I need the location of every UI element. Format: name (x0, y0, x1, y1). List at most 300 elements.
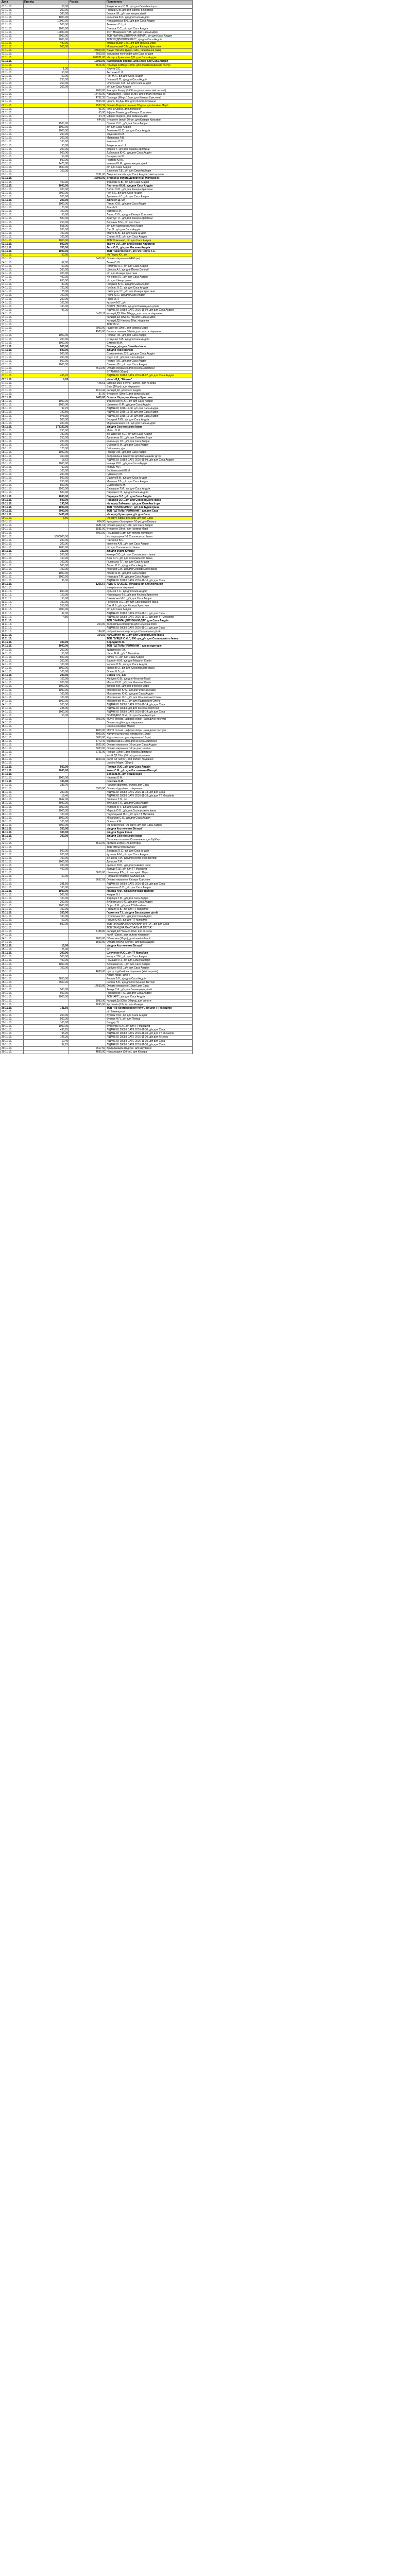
table-row (1, 374, 193, 378)
row-income-cell: 146,25 (24, 1036, 69, 1039)
row-note-cell: Центр подібний на лікування (хіміотерапія) (106, 970, 193, 973)
row-income-cell (24, 728, 69, 732)
row-note-cell: Іванчук Л.Ю., д/п для Саса Андрія (106, 462, 193, 465)
row-expense-cell (69, 875, 106, 878)
table-row (1, 944, 193, 948)
table-row (1, 487, 193, 491)
row-note-cell: Демченко І.С., д/п для Саса Андрія (106, 195, 193, 198)
row-date-cell: 01.11.16. (1, 23, 24, 27)
row-date-cell: 04.11.16. (1, 275, 24, 279)
table-row (1, 747, 193, 751)
row-expense-cell (69, 304, 106, 308)
table-row (1, 520, 193, 524)
row-income-cell: 100,00 (24, 670, 69, 674)
row-date-cell: 11.11.16. (1, 597, 24, 601)
table-row (1, 133, 193, 137)
row-income-cell: 100,00 (24, 304, 69, 308)
row-income-cell: 97,25 (24, 1043, 69, 1046)
row-expense-cell (69, 166, 106, 170)
table-row (1, 597, 193, 601)
table-row (1, 579, 193, 582)
row-date-cell: 09.11.16. (1, 495, 24, 498)
row-note-cell: Мокшанський С.М., д/п для Ізюміна Марії (106, 41, 193, 45)
table-row (1, 356, 193, 360)
row-expense-cell: 164,10 (69, 634, 106, 637)
table-row (1, 67, 193, 71)
row-expense-cell: 5593,06 (69, 100, 106, 104)
table-row (1, 699, 193, 703)
table-row (1, 1006, 193, 1010)
row-income-cell: 1000,00 (24, 38, 69, 41)
row-expense-cell (69, 845, 106, 849)
row-income-cell (24, 385, 69, 388)
row-note-cell: ЛІДАЧЕ ID 28083 DATE 2016-11-14, д/п для Саса (106, 710, 193, 714)
row-expense-cell (69, 604, 106, 608)
row-expense-cell (69, 645, 106, 648)
row-income-cell: 150,00 (24, 594, 69, 597)
row-income-cell: 100,00 (24, 896, 69, 900)
row-expense-cell (69, 553, 106, 557)
table-row (1, 45, 193, 49)
row-date-cell: 28.11.16. (1, 981, 24, 985)
row-note-cell: ВІТАМІНИ (10грн) (106, 370, 193, 374)
table-row (1, 856, 193, 860)
table-row (1, 210, 193, 213)
row-date-cell: 30.11.16. (1, 1013, 24, 1017)
row-income-cell: 5000,00 (24, 509, 69, 513)
row-expense-cell: 4732,35 (69, 96, 106, 100)
row-note-cell: Підлісецький П.О., д/п для ТТ Михайлів (106, 812, 193, 816)
row-income-cell (24, 528, 69, 531)
row-date-cell: 14.11.16. (1, 688, 24, 692)
table-row (1, 948, 193, 952)
row-expense-cell (69, 418, 106, 421)
table-row (1, 498, 193, 502)
row-date-cell: 01.11.16. (1, 5, 24, 9)
row-income-cell (24, 107, 69, 111)
row-income-cell (24, 634, 69, 637)
row-note-cell: Кальцій ДЗ 10мг 10хруд, для оплати лікування (106, 312, 193, 315)
row-expense-cell (69, 235, 106, 239)
row-note-cell: Лікарські засоби для Саса Андрія (хіміотерапія) (106, 173, 193, 177)
row-income-cell: 100,00 (24, 568, 69, 571)
row-note-cell: Сак М.В., д/п для Кінзера Христини (106, 604, 193, 608)
row-expense-cell (69, 23, 106, 27)
row-note-cell: Шнеківець Р.Б., д/п на сервіс 10грн (106, 871, 193, 875)
table-row (1, 89, 193, 93)
row-date-cell: 08.11.16. (1, 451, 24, 454)
table-row (1, 827, 193, 831)
row-note-cell: Крисько В.Ю., д/п для Семейка Ігоря (106, 864, 193, 868)
row-income-cell: 200,00 (24, 440, 69, 444)
row-date-cell: 25.11.16. (1, 962, 24, 966)
row-note-cell: Бондаренко Т.С., д/п для Саса Андрія (106, 432, 193, 436)
row-income-cell: 9850,00 (24, 977, 69, 980)
table-row (1, 202, 193, 206)
row-note-cell: Верблинський Ю.М. (106, 469, 193, 472)
row-date-cell: 18.11.16. (1, 816, 24, 820)
row-date-cell: 14.11.16. (1, 659, 24, 663)
row-date-cell: 10.11.16. (1, 582, 24, 586)
table-row (1, 739, 193, 743)
table-row (1, 315, 193, 319)
row-date-cell: 14.11.16. (1, 703, 24, 706)
table-row (1, 9, 193, 12)
row-expense-cell (69, 290, 106, 294)
table-row (1, 436, 193, 440)
table-row (1, 765, 193, 769)
table-row (1, 952, 193, 955)
row-income-cell (24, 937, 69, 940)
row-note-cell: Кульчев Т.С., д/п для Саса Андрія (106, 590, 193, 594)
row-note-cell: ТОВ "ЦЕТАЛЬПРОМЛИНК", д/п резиденцію (106, 645, 193, 648)
row-expense-cell: 1022,00 (69, 743, 106, 747)
row-date-cell: 04.11.16. (1, 297, 24, 301)
row-note-cell: кольорова поліграфія для Саса Андрія (106, 53, 193, 56)
table-row (1, 985, 193, 988)
row-expense-cell (69, 674, 106, 677)
row-income-cell: 50,00 (24, 875, 69, 878)
table-row (1, 626, 193, 630)
row-expense-cell: 3033,00 (69, 747, 106, 751)
row-date-cell: 09.11.16. (1, 491, 24, 495)
row-income-cell: 2000,00 (24, 608, 69, 612)
row-date-cell: 18.11.16. (1, 791, 24, 794)
row-note-cell: ЛІДАЧЕ ID 28083 DATE 2016-11-30, д/п для Саса (106, 1043, 193, 1046)
table-row (1, 959, 193, 962)
row-expense-cell (69, 122, 106, 126)
table-row (1, 641, 193, 645)
row-date-cell: 23.11.16. (1, 878, 24, 882)
row-income-cell (24, 118, 69, 122)
row-income-cell: 200,00 (24, 952, 69, 955)
row-date-cell: 18.11.16. (1, 835, 24, 838)
row-note-cell: нааренко 10грн, для Ізюміна Марії (106, 327, 193, 330)
row-income-cell (24, 845, 69, 849)
row-income-cell: 100,00 (24, 908, 69, 911)
table-row (1, 714, 193, 718)
row-date-cell: 15.11.16. (1, 739, 24, 743)
row-expense-cell (69, 158, 106, 162)
row-date-cell: 22.11.16. (1, 853, 24, 856)
row-note-cell: ЛІДАЧЕ ID 2016-11-08, д/п для Саса Андрія (106, 414, 193, 418)
row-note-cell: Мирошниченко О.І., д/п для Саса Андрія (106, 421, 193, 425)
row-expense-cell (69, 162, 106, 166)
row-income-cell: 100,00 (24, 696, 69, 699)
row-income-cell: 300,00 (24, 12, 69, 16)
row-date-cell: 02.11.16. (1, 81, 24, 85)
table-row (1, 1025, 193, 1028)
row-date-cell: 25.11.16. (1, 959, 24, 962)
row-expense-cell (69, 1017, 106, 1021)
row-date-cell: 23.11.16. (1, 893, 24, 896)
row-income-cell: 1000,00 (24, 688, 69, 692)
row-note-cell: Ткаченко С.І., д/п (106, 23, 193, 27)
row-expense-cell (69, 81, 106, 85)
table-row (1, 86, 193, 89)
row-expense-cell (69, 721, 106, 725)
table-row (1, 619, 193, 622)
table-row (1, 1013, 193, 1017)
table-row (1, 816, 193, 820)
row-note-cell: Кальцій ДЗ Нікомед 10мг, для Кінзера (106, 929, 193, 933)
row-date-cell: 11.11.16. (1, 590, 24, 594)
table-row (1, 594, 193, 597)
row-date-cell: 09.11.16. (1, 480, 24, 484)
row-income-cell: 1000,00 (24, 904, 69, 908)
table-row (1, 977, 193, 980)
row-income-cell (24, 754, 69, 758)
row-note-cell: Лабзін Ю.В., д/п для Кінзера Христини (106, 188, 193, 191)
row-date-cell: 09.11.16. (1, 528, 24, 531)
row-income-cell: 2500,00 (24, 981, 69, 985)
row-expense-cell (69, 896, 106, 900)
row-income-cell: 50,00 (24, 652, 69, 655)
row-income-cell: 100,00 (24, 856, 69, 860)
row-note-cell: Данильчук О.І., д/п для Семейка Ігоря (106, 436, 193, 440)
row-note-cell: Удовиченко Т.В. (106, 648, 193, 652)
table-row (1, 1021, 193, 1025)
row-income-cell: 5000,00 (24, 34, 69, 38)
table-row (1, 370, 193, 374)
row-note-cell: д/п для Костюченко Вікторії (106, 827, 193, 831)
row-date-cell: 03.11.16. (1, 195, 24, 198)
row-note-cell: Гайдамака, д/п (106, 447, 193, 451)
row-date-cell: 14.11.16. (1, 718, 24, 721)
row-date-cell: 16.11.16. (1, 758, 24, 761)
row-note-cell: Нова лікарня (10грн), для Кінзера (106, 1050, 193, 1054)
row-expense-cell (69, 275, 106, 279)
row-expense-cell (69, 579, 106, 582)
table-row (1, 751, 193, 754)
row-income-cell (24, 970, 69, 973)
row-expense-cell (69, 469, 106, 472)
row-expense-cell (69, 860, 106, 863)
table-row (1, 213, 193, 217)
row-income-cell: 97,00 (24, 612, 69, 615)
table-row (1, 615, 193, 619)
row-date-cell: 15.11.16. (1, 725, 24, 728)
row-income-cell: 1000,00 (24, 202, 69, 206)
ledger-header-row (1, 1, 193, 5)
row-income-cell: 1000,00 (24, 1025, 69, 1028)
row-date-cell: 02.11.16. (1, 71, 24, 74)
row-expense-cell (69, 838, 106, 842)
row-expense-cell: 2000,00 (69, 327, 106, 330)
row-date-cell: 04.11.16. (1, 319, 24, 323)
row-date-cell: 03.11.16. (1, 191, 24, 195)
row-note-cell: Нарядко С.Л., д/п для Саса Андрія (106, 491, 193, 495)
row-note-cell: Кальцій Дз 500мг 10хруд, для оплати (106, 999, 193, 1003)
table-row (1, 400, 193, 403)
row-date-cell: 07.11.16. (1, 388, 24, 392)
row-expense-cell: 44,78 (69, 114, 106, 118)
row-note-cell: добровільна пожертва для Бахмацьких дітей (106, 630, 193, 634)
row-expense-cell (69, 505, 106, 509)
row-expense-cell: 4000,00 (69, 531, 106, 535)
row-note-cell: Погашено оплатою Сальмонели для Бубберо (106, 838, 193, 842)
table-row (1, 703, 193, 706)
row-date-cell: 09.11.16. (1, 517, 24, 520)
row-expense-cell (69, 458, 106, 462)
row-date-cell: 08.11.16. (1, 454, 24, 458)
row-income-cell (24, 626, 69, 630)
row-expense-cell: 1823,32 (69, 758, 106, 761)
row-income-cell: 100,00 (24, 549, 69, 553)
row-income-cell (24, 63, 69, 67)
table-row (1, 502, 193, 505)
row-expense-cell (69, 659, 106, 663)
row-note-cell: Ізюміна Марія, (10грн) (106, 761, 193, 765)
row-income-cell: 2862,00 (24, 798, 69, 802)
table-row (1, 388, 193, 392)
row-income-cell: 8,93 (24, 378, 69, 381)
row-income-cell: 400,00 (24, 275, 69, 279)
row-note-cell: Приват Ю.С., д/п для Саса Андрія (106, 122, 193, 126)
table-row (1, 23, 193, 27)
row-note-cell: Жданова Ю.М. (106, 133, 193, 137)
row-note-cell: Кочкар О.О., д/п для Сосновського Івана (106, 553, 193, 557)
row-income-cell: 500,00 (24, 491, 69, 495)
table-row (1, 107, 193, 111)
row-note-cell: ТОВ "ФАРМАЦЕВТИЧНА ФІРМА", д/п для Саса Андрія (106, 34, 193, 38)
row-date-cell: 03.11.16. (1, 239, 24, 243)
table-row (1, 217, 193, 221)
row-date-cell: 30.11.16. (1, 1010, 24, 1013)
row-expense-cell (69, 564, 106, 568)
row-income-cell: 96,00 (24, 579, 69, 582)
row-income-cell: 1000,00 (24, 334, 69, 337)
row-date-cell: 17.11.16. (1, 779, 24, 783)
row-income-cell: 25,00 (24, 948, 69, 952)
row-date-cell: 07.11.16. (1, 396, 24, 400)
row-note-cell: Оплата хірургічного лікування (106, 787, 193, 791)
row-income-cell: 500,00 (24, 765, 69, 769)
row-note-cell: Хірургічна послуга, лікування (10грн) (106, 736, 193, 739)
table-row (1, 864, 193, 868)
row-expense-cell (69, 432, 106, 436)
row-income-cell: 1500,00 (24, 487, 69, 491)
table-row (1, 411, 193, 414)
row-note-cell: ЛІДАЧЕ ID 28083 DATE 2016-11-14, д/п для Саса (106, 703, 193, 706)
row-income-cell: 1000,00 (24, 184, 69, 188)
row-expense-cell (69, 893, 106, 896)
table-row (1, 794, 193, 798)
table-row (1, 962, 193, 966)
table-row (1, 122, 193, 126)
column-header-note: Пояснення (106, 1, 193, 5)
row-date-cell: 15.11.16. (1, 736, 24, 739)
row-date-cell: 14.11.16. (1, 696, 24, 699)
row-date-cell: 09.11.16. (1, 465, 24, 469)
table-row (1, 403, 193, 407)
row-expense-cell: 8400,00 (69, 396, 106, 400)
row-expense-cell (69, 571, 106, 575)
row-date-cell: 25.11.16. (1, 973, 24, 977)
row-date-cell: 09.11.16. (1, 502, 24, 505)
row-date-cell: 03.11.16. (1, 253, 24, 257)
row-income-cell (24, 787, 69, 791)
row-expense-cell (69, 250, 106, 253)
row-date-cell: 09.11.16. (1, 498, 24, 502)
row-date-cell: 22.11.16. (1, 864, 24, 868)
row-expense-cell (69, 403, 106, 407)
row-income-cell: 1000,00 (24, 462, 69, 465)
row-note-cell: Коваль Н.П. (106, 465, 193, 469)
table-row (1, 922, 193, 926)
row-note-cell: Оплата 10грн для Кінзера Христини (106, 396, 193, 400)
row-note-cell: д/п для Саса Андрія (106, 86, 193, 89)
row-date-cell: 10.11.16. (1, 561, 24, 564)
row-note-cell: Новохацька Т.Б., д/п для Кінзера Христини (106, 594, 193, 597)
row-date-cell: 07.11.16. (1, 334, 24, 337)
row-date-cell: 03.11.16. (1, 137, 24, 140)
row-note-cell: Розподіл Фонду (1600грн для оплати хіміотерапії) (106, 89, 193, 93)
row-income-cell: 500,00 (24, 217, 69, 221)
row-date-cell: 03.11.16. (1, 173, 24, 177)
row-income-cell: 200,00 (24, 681, 69, 685)
row-expense-cell (69, 670, 106, 674)
row-note-cell: Чернов О.В., д/п для Саса Андрія (106, 663, 193, 666)
row-expense-cell (69, 297, 106, 301)
row-note-cell: Мисюк Ю.Ю., д/п для Макагон Юлиія (106, 681, 193, 685)
row-date-cell: 14.11.16. (1, 721, 24, 725)
row-income-cell (24, 739, 69, 743)
table-row (1, 126, 193, 129)
row-expense-cell (69, 868, 106, 871)
row-date-cell: 04.11.16. (1, 264, 24, 268)
table-row (1, 473, 193, 477)
row-date-cell: 01.11.16. (1, 16, 24, 20)
table-row (1, 268, 193, 272)
row-expense-cell (69, 608, 106, 612)
row-date-cell: 04.11.16. (1, 301, 24, 304)
row-income-cell: 200,00 (24, 538, 69, 542)
row-note-cell: Ситенко Л.І., д/п для Саса Андрія (106, 363, 193, 367)
table-row (1, 670, 193, 674)
row-income-cell: 4000,00 (24, 962, 69, 966)
row-expense-cell (69, 129, 106, 133)
row-expense-cell (69, 286, 106, 290)
row-income-cell (24, 743, 69, 747)
table-row (1, 170, 193, 173)
row-date-cell: 02.11.16. (1, 111, 24, 114)
row-income-cell: 558,00 (24, 224, 69, 228)
table-row (1, 304, 193, 308)
row-note-cell: Оплата Водопостачання 3Одеса, для Ізюміна Марії (106, 104, 193, 107)
row-date-cell: 03.11.16. (1, 221, 24, 224)
row-date-cell: 03.11.16. (1, 224, 24, 228)
table-row (1, 93, 193, 96)
row-date-cell: 28.11.16. (1, 985, 24, 988)
row-date-cell: 11.11.16. (1, 626, 24, 630)
row-expense-cell (69, 568, 106, 571)
row-expense-cell (69, 147, 106, 151)
row-expense-cell (69, 995, 106, 999)
row-date-cell: 01.11.16. (1, 41, 24, 45)
row-note-cell: Нікіфоров Т.Г., д/п для Кінзера Христини (106, 290, 193, 294)
row-note-cell: ВОЛОДАНИ О.М., д/п для Семейка Ігоря (106, 714, 193, 718)
row-note-cell: д/п ч/з Р.Д. "Місько" (106, 378, 193, 381)
row-expense-cell (69, 597, 106, 601)
row-expense-cell (69, 436, 106, 440)
row-date-cell: 18.11.16. (1, 794, 24, 798)
row-note-cell: Овсієнко Т.Л., д/п (106, 798, 193, 802)
table-row (1, 264, 193, 268)
table-row (1, 941, 193, 944)
row-income-cell: 4,86 (24, 615, 69, 619)
row-note-cell: ТОВ "ФАРМАЦЕВТИЧНИЙ ДІМ" для Саса Андрія (106, 619, 193, 622)
